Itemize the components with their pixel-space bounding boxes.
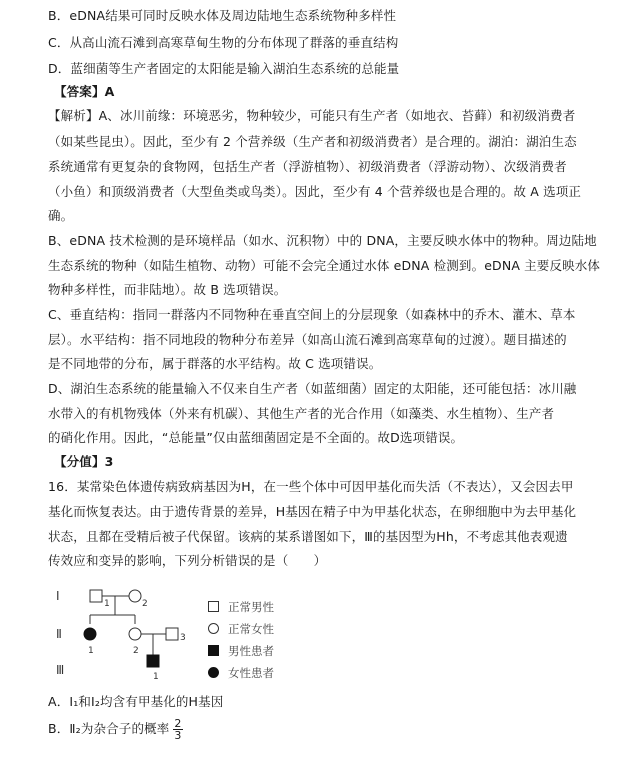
legend-label: 女性患者 (228, 666, 274, 680)
question16-line-3: 状态，且都在受精后被子代保留。该病的某系谱图如下，Ⅲ的基因型为Hh，不考虑其他表观遗 (48, 529, 568, 544)
individual-ii2-normal-female (129, 628, 141, 640)
analysis-d-line-2: 水带入的有机物残体（外来有机碳）、其他生产者的光合作用（如藻类、水生植物）、生产者 (48, 406, 555, 421)
legend-normal-female (208, 618, 308, 640)
analysis-c-line-1: C、垂直结构：指同一群落内不同物种在垂直空间上的分层现象（如森林中的乔木、灌木、草本 (48, 307, 576, 322)
fraction-denominator: 3 (174, 729, 182, 742)
label-ii3: 3 (180, 633, 186, 643)
analysis-c-line-2: 层）。水平结构：指不同地段的物种分布差异（如高山流石滩到高寒草甸的过渡）。题目描述的 (48, 332, 567, 347)
analysis-d-line-1: D、湖泊生态系统的能量输入不仅来自生产者（如蓝细菌）固定的太阳能，还可能包括：冰川融 (48, 381, 577, 396)
analysis-a-line-1: 【解析】A、冰川前缘：环境恶劣，物种较少，可能只有生产者（如地衣、苔藓）和初级消费者 (48, 108, 576, 123)
individual-i1-normal-male (90, 590, 102, 602)
probability-fraction (173, 718, 182, 741)
analysis-a-line-3: 系统通常有更复杂的食物网，包括生产者（浮游植物）、初级消费者（浮游动物）、次级消费者 (48, 159, 567, 174)
label-iii1: 1 (153, 672, 159, 682)
answer-line: 【答案】A (54, 84, 115, 99)
label-i1: 1 (104, 599, 110, 609)
option-b-prev: B．eDNA结果可同时反映水体及周边陆地生态系统物种多样性 (48, 8, 397, 23)
analysis-b-line-2: 生态系统的物种（如陆生植物、动物）可能不会完全通过水体 eDNA 检测到。eDNA 主要反映水体 (48, 258, 601, 273)
analysis-b-line-3: 物种多样性，而非陆地）。故 B 选项错误。 (48, 282, 287, 297)
legend-label: 男性患者 (228, 644, 274, 658)
gen-label-2: Ⅱ (56, 627, 62, 641)
question16-line-1: 16．某常染色体遗传病致病基因为H，在一些个体中可因甲基化而失活（不表达），又会因去甲 (48, 479, 574, 494)
circle-filled-icon (208, 667, 219, 678)
gen-label-3: Ⅲ (56, 663, 65, 677)
question16-option-a: A．Ⅰ₁和Ⅰ₂均含有甲基化的H基因 (48, 694, 224, 709)
analysis-a-line-2: （如某些昆虫）。因此，至少有 2 个营养级（生产者和初级消费者）是合理的。湖泊：湖泊生态 (48, 134, 577, 149)
question16-option-b (48, 718, 588, 741)
question16-line-2: 基化而恢复表达。由于遗传背景的差异，H基因在精子中为甲基化状态，在卵细胞中为去甲基化 (48, 504, 577, 519)
fraction-numerator: 2 (174, 717, 182, 730)
label-ii2: 2 (133, 646, 139, 656)
circle-open-icon (208, 623, 219, 634)
analysis-c-line-3: 是不同地带的分布，属于群落的水平结构。故 C 选项错误。 (48, 356, 382, 371)
analysis-d-line-3: 的硝化作用。因此，“总能量”仅由蓝细菌固定是不全面的。故D选项错误。 (48, 430, 464, 445)
option-d-prev: D．蓝细菌等生产者固定的太阳能是输入湖泊生态系统的总能量 (48, 61, 400, 76)
legend-affected-female (208, 662, 308, 684)
analysis-a-line-5: 确。 (48, 208, 74, 223)
label-i2: 2 (142, 599, 148, 609)
legend-label: 正常男性 (228, 600, 274, 614)
analysis-b-line-1: B、eDNA 技术检测的是环境样品（如水、沉积物）中的 DNA，主要反映水体中的物种。周边陆地 (48, 233, 597, 248)
square-open-icon (208, 601, 219, 612)
analysis-a-line-4: （小鱼）和顶级消费者（大型鱼类或鸟类）。因此，至少有 4 个营养级也是合理的。故 A 选项正 (48, 184, 582, 199)
score-line: 【分值】3 (54, 454, 114, 469)
label-ii1: 1 (88, 646, 94, 656)
square-filled-icon (208, 645, 219, 656)
individual-ii1-affected-female (84, 628, 96, 640)
individual-iii1-affected-male (147, 655, 159, 667)
individual-i2-normal-female (129, 590, 141, 602)
option-c-prev: C．从高山流石滩到高寒草甸生物的分布体现了群落的垂直结构 (48, 35, 399, 50)
legend-label: 正常女性 (228, 622, 274, 636)
individual-ii3-normal-male (166, 628, 178, 640)
question16-line-4: 传效应和变异的影响，下列分析错误的是（ ） (48, 553, 327, 568)
pedigree-legend (208, 596, 308, 684)
legend-normal-male (208, 596, 308, 618)
gen-label-1: Ⅰ (56, 589, 60, 603)
option-b-text: B．Ⅱ₂为杂合子的概率 (48, 721, 170, 736)
legend-affected-male (208, 640, 308, 662)
